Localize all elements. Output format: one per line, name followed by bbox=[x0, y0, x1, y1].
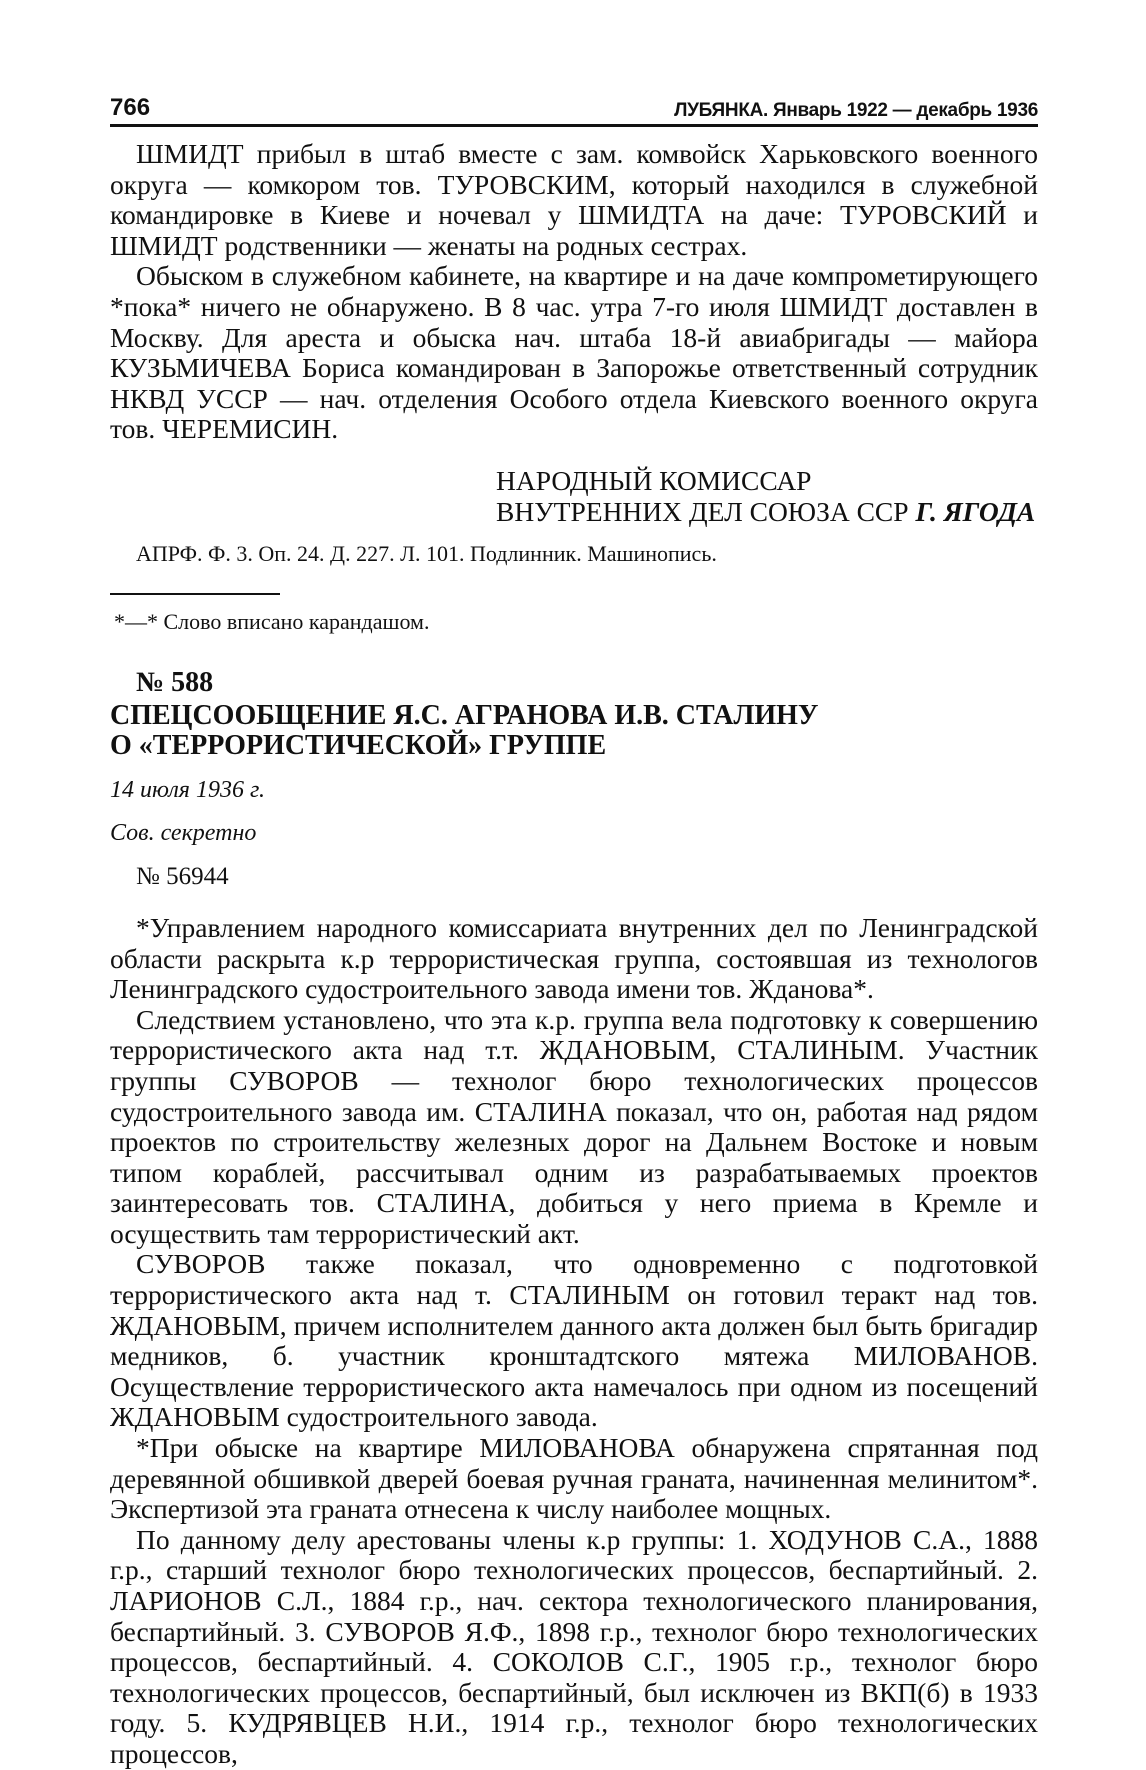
paragraph: ШМИДТ прибыл в штаб вместе с зам. комвойск Харьковского военного округа — комкором тов. ТУРОВСКИМ, который находился в служебной командировке в Киеве и ночевал у ШМИДТА на даче: ТУРОВСКИЙ и ШМИДТ родственники — женаты на родных сестрах. bbox=[110, 138, 1038, 261]
document-title bbox=[110, 701, 1038, 761]
paragraph: Следствием установлено, что эта к.р. группа вела подготовку к совершению террористического акта над т.т. ЖДАНОВЫМ, СТАЛИНЫМ. Участник группы СУВОРОВ — технолог бюро технологических процессов судостроительного завода им. СТАЛИНА показал, что он, работая над рядом проектов по строительству железных дорог на Дальнем Востоке и новым типом кораблей, рассчитывал одним из разрабатываемых проектов заинтересовать тов. СТАЛИНА, добиться у него приема в Кремле и осуществить там террористический акт. bbox=[110, 1003, 1038, 1249]
paragraph: По данному делу арестованы члены к.р группы: 1. ХОДУНОВ С.А., 1888 г.р., старший технолог бюро технологических процессов, беспартийный. 2. ЛАРИОНОВ С.Л., 1884 г.р., нач. сектора технологического планирования, беспартийный. 3. СУВОРОВ Я.Ф., 1898 г.р., технолог бюро технологических процессов, беспартийный. 4. СОКОЛОВ С.Г., 1905 г.р., технолог бюро технологических процессов, беспартийный, был исключен из ВКП(б) в 1933 году. 5. КУДРЯВЦЕВ Н.И., 1914 г.р., технолог бюро технологических процессов, bbox=[110, 1523, 1038, 1769]
footnote: *—* Слово вписано карандашом. bbox=[114, 608, 430, 634]
document-classification: Сов. секретно bbox=[110, 819, 257, 846]
page-number: 766 bbox=[110, 94, 151, 121]
paragraph: *При обыске на квартире МИЛОВАНОВА обнаружена спрятанная под деревянной обшивкой дверей боевая ручная граната, начиненная мелинитом*. Экспертизой эта граната отнесена к числу наиболее мощных. bbox=[110, 1432, 1038, 1525]
signature-position: ВНУТРЕННИХ ДЕЛ СОЮЗА ССР bbox=[496, 495, 909, 527]
document-title-line-2: О «ТЕРРОРИСТИЧЕСКОЙ» ГРУППЕ bbox=[110, 729, 607, 761]
paragraph: Обыском в служебном кабинете, на квартире и на даче компрометирующего *пока* ничего не обнаружено. В 8 час. утра 7-го июля ШМИДТ доставлен в Москву. Для ареста и обыска нач. штаба 18-й авиабригады — майора КУЗЬМИЧЕВА Бориса командирован в Запорожье ответственный сотрудник НКВД УССР — нач. отделения Особого отдела Киевского военного округа тов. ЧЕРЕМИСИН. bbox=[110, 260, 1038, 445]
book-page bbox=[110, 92, 1038, 1770]
document-number: № 588 bbox=[136, 666, 214, 698]
document-title-line-1: СПЕЦСООБЩЕНИЕ Я.С. АГРАНОВА И.В. СТАЛИНУ bbox=[110, 699, 819, 731]
signature-line-1: НАРОДНЫЙ КОМИССАР bbox=[496, 464, 812, 496]
registration-number: № 56944 bbox=[136, 862, 229, 890]
archive-reference: АПРФ. Ф. 3. Оп. 24. Д. 227. Л. 101. Подлинник. Машинопись. bbox=[136, 540, 717, 566]
previous-document-body bbox=[110, 139, 1038, 445]
running-head bbox=[110, 92, 1038, 127]
signature-name: Г. ЯГОДА bbox=[915, 495, 1036, 527]
signature-line-2 bbox=[496, 496, 1038, 527]
document-body bbox=[110, 913, 1038, 1770]
running-head-title: ЛУБЯНКА. Январь 1922 — декабрь 1936 bbox=[674, 100, 1038, 121]
document-date: 14 июля 1936 г. bbox=[110, 776, 265, 803]
footnote-divider bbox=[110, 593, 280, 595]
signature-block bbox=[496, 465, 1038, 527]
paragraph: СУВОРОВ также показал, что одновременно с подготовкой террористического акта над т. СТАЛИНЫМ он готовил теракт над тов. ЖДАНОВЫМ, причем исполнителем данного акта должен был быть бригадир медников, б. участник кронштадтского мятежа МИЛОВАНОВ. Осуществление террористического акта намечалось при одном из посещений ЖДАНОВЫМ судостроительного завода. bbox=[110, 1248, 1038, 1433]
paragraph: *Управлением народного комиссариата внутренних дел по Ленинградской области раскрыта к.р террористическая группа, состоявшая из технологов Ленинградского судостроительного завода имени тов. Жданова*. bbox=[110, 911, 1038, 1005]
